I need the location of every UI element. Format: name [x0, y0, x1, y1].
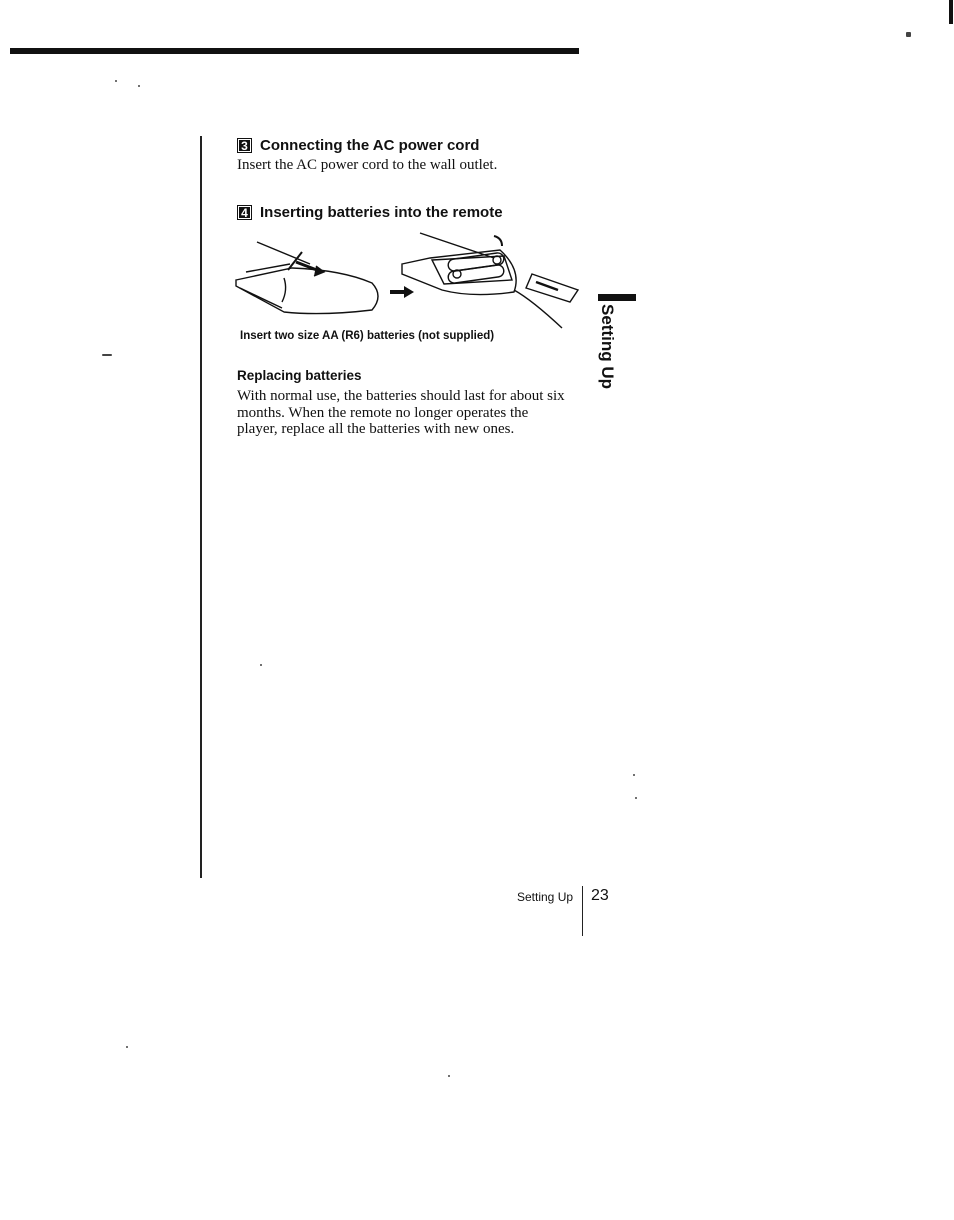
step-number-badge: 4 — [237, 205, 252, 220]
step-number-badge: 3 — [237, 138, 252, 153]
paragraph-line: With normal use, the batteries should last for about six — [237, 388, 565, 404]
figure-caption: Insert two size AA (R6) batteries (not supplied) — [240, 330, 495, 342]
scan-speck — [102, 354, 112, 356]
page-number: 23 — [591, 887, 609, 904]
scan-speck — [906, 32, 911, 37]
left-margin-rule — [200, 136, 202, 878]
footer-section-name: Setting Up — [517, 890, 574, 904]
scan-speck — [635, 797, 637, 799]
section-title: Connecting the AC power cord — [260, 137, 480, 154]
paragraph-line: player, replace all the batteries with new ones. — [237, 421, 515, 437]
scan-speck — [448, 1075, 450, 1077]
scan-speck — [126, 1046, 128, 1048]
ac-instruction-text: Insert the AC power cord to the wall outlet. — [237, 157, 498, 173]
footer-divider — [582, 886, 583, 936]
edge-mark — [949, 0, 953, 24]
side-tab-label: Setting Up — [598, 304, 617, 389]
replacing-batteries-paragraph — [237, 388, 582, 438]
direction-arrow — [390, 286, 414, 298]
remote-cover-removal-drawing — [236, 242, 378, 314]
replacing-batteries-subheading: Replacing batteries — [237, 368, 362, 383]
top-rule — [10, 48, 579, 54]
paragraph-line: months. When the remote no longer operates the — [237, 404, 529, 421]
scan-speck — [260, 664, 262, 666]
remote-battery-compartment-drawing — [402, 233, 578, 328]
battery-insertion-illustration — [232, 228, 582, 333]
scan-speck — [138, 85, 140, 87]
section-heading-batteries — [237, 204, 503, 221]
scan-speck — [115, 80, 117, 82]
scan-speck — [633, 774, 635, 776]
section-heading-ac-power — [237, 137, 479, 154]
side-tab-marker — [598, 294, 636, 301]
section-title: Inserting batteries into the remote — [260, 204, 503, 221]
